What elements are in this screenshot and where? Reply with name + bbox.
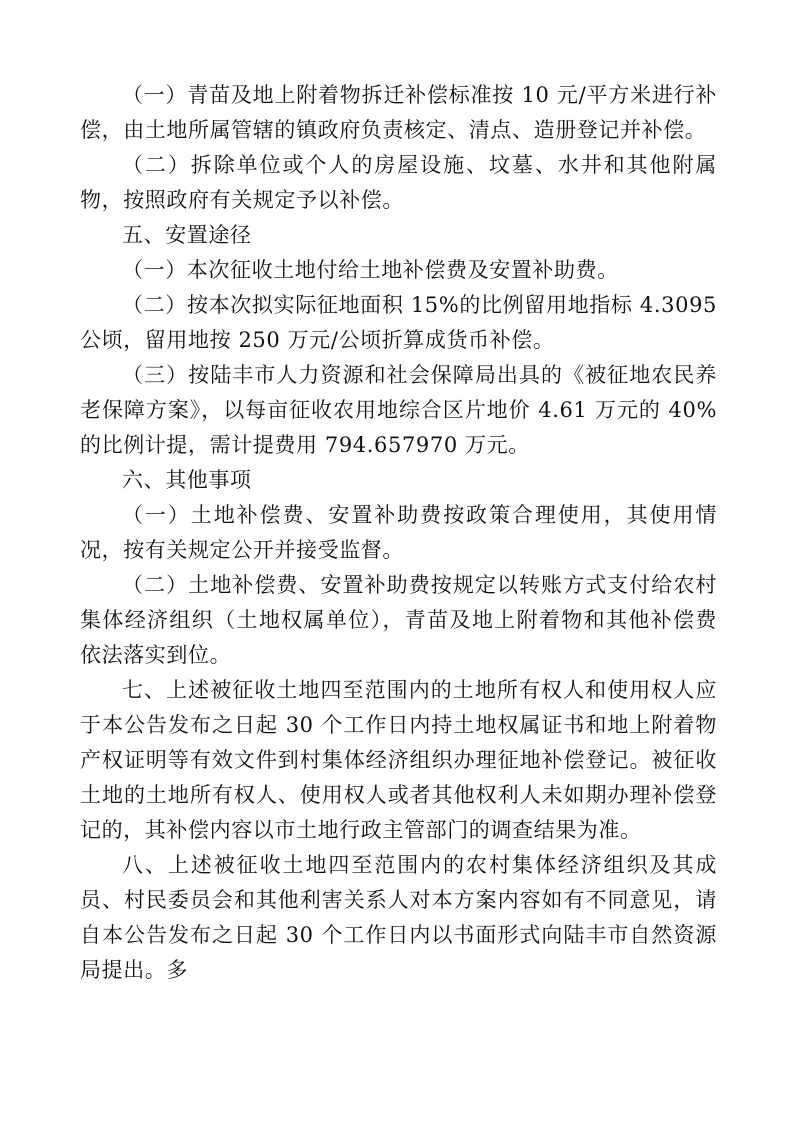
paragraph-fee-payment: （二）土地补偿费、安置补助费按规定以转账方式支付给农村集体经济组织（土地权属单位），青苗及地上附着物和其他补偿费依法落实到位。 bbox=[80, 573, 717, 667]
section-heading-resettlement: 五、安置途径 bbox=[122, 223, 252, 247]
paragraph-reserved-land: （二）按本次拟实际征地面积 15%的比例留用地指标 4.3095 公顷，留用地按 250 万元/公顷折算成货币补偿。 bbox=[80, 293, 717, 352]
paragraph-pension-plan: （三）按陆丰市人力资源和社会保障局出具的《被征地农民养老保障方案》，以每亩征收农用地综合区片地价 4.61 万元的 40%的比例计提，需计提费用 794.657970 万元。 bbox=[80, 363, 717, 457]
paragraph-fee-usage: （一）土地补偿费、安置补助费按政策合理使用，其使用情况，按有关规定公开并接受监督。 bbox=[80, 503, 717, 562]
paragraph-registration: 七、上述被征收土地四至范围内的土地所有权人和使用权人应于本公告发布之日起 30 个工作日内持土地权属证书和地上附着物产权证明等有效文件到村集体经济组织办理征地补偿登记。被征收土地的土地所有权人、使用权人或者其他权利人未如期办理补偿登记的，其补偿内容以市土地行政主管部门的调查结果为准。 bbox=[80, 678, 717, 842]
section-heading-other-matters: 六、其他事项 bbox=[122, 468, 252, 492]
paragraph-objections: 八、上述被征收土地四至范围内的农村集体经济组织及其成员、村民委员会和其他利害关系人对本方案内容如有不同意见，请自本公告发布之日起 30 个工作日内以书面形式向陆丰市自然资源局提出。多 bbox=[80, 853, 717, 982]
paragraph-resettlement-fees: （一）本次征收土地付给土地补偿费及安置补助费。 bbox=[122, 258, 619, 282]
paragraph-compensation-buildings: （二）拆除单位或个人的房屋设施、坟墓、水井和其他附属物，按照政府有关规定予以补偿。 bbox=[80, 153, 717, 212]
paragraph-compensation-crops: （一）青苗及地上附着物拆迁补偿标准按 10 元/平方米进行补偿，由土地所属管辖的镇政府负责核定、清点、造册登记并补偿。 bbox=[80, 83, 717, 142]
document-page bbox=[80, 78, 717, 988]
